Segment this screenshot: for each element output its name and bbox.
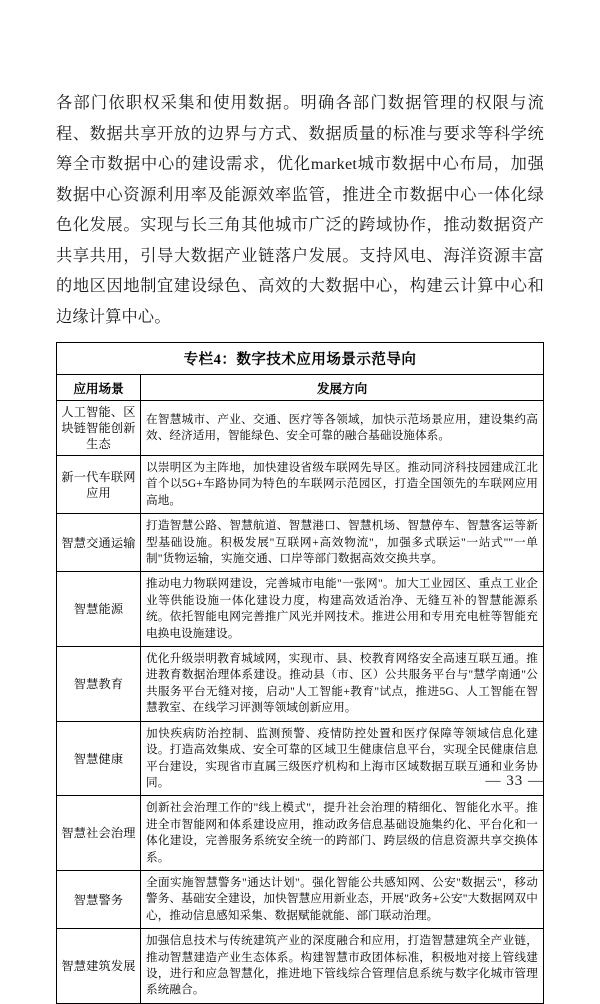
- direction-text: 在智慧城市、产业、交通、医疗等各领域，加快示范场景应用，建设集约高效、经济适用，智能绿色、安全可靠的融合基础设施体系。: [141, 401, 544, 456]
- table-row: [57, 514, 544, 572]
- body-paragraph: 各部门依职权采集和使用数据。明确各部门数据管理的权限与流程、数据共享开放的边界与方式、数据质量的标准与要求等科学统筹全市数据中心的建设需求，优化market城市数据中心布局，加强数据中心资源利用率及能源效率监管，推进全市数据中心一体化绿色化发展。实现与长三角其他城市广泛的跨域协作，推动数据资产共享共用，引导大数据产业链落户发展。支持风电、海洋资源丰富的地区因地制宜建设绿色、高效的大数据中心，构建云计算中心和边缘计算中心。: [56, 94, 544, 326]
- scene-label: 智慧交通运输: [57, 514, 141, 572]
- page-number: — 33 —: [485, 773, 544, 789]
- direction-text: 加快疾病防治控制、监测预警、疫情防控处置和医疗保障等领域信息化建设。打造高效集成、安全可靠的区域卫生健康信息平台，实现全民健康信息平台建设，实现省市直属三级医疗机构和上海市区域数据互联互通和业务协同。: [141, 721, 544, 796]
- direction-text: 加强信息技术与传统建筑产业的深度融合和应用，打造智慧建筑全产业链，推动智慧建造产业生态体系。构建智慧市政团体标准，积极地对接上管线建设，进行和应急智慧化，推进地下管线综合管理信息系统与数字化城市管理系统融合。: [141, 929, 544, 1004]
- column-header-scene: 应用场景: [57, 375, 141, 401]
- table-row: [57, 401, 544, 456]
- feature-box-table: [56, 342, 544, 1004]
- scene-label: 智慧社会治理: [57, 796, 141, 871]
- scene-label: 智慧能源: [57, 572, 141, 647]
- scene-label: 新一代车联网应用: [57, 456, 141, 514]
- scene-label: 智慧警务: [57, 870, 141, 928]
- table-row: [57, 870, 544, 928]
- scene-label: 智慧建筑发展: [57, 929, 141, 1004]
- scene-label: 智慧健康: [57, 721, 141, 796]
- direction-text: 全面实施智慧警务"通达计划"。强化智能公共感知网、公安"数据云"，移动警务、基础安全建设，加快智慧应用新业态，开展"政务+公安"大数据网双中心，推动信息感知采集、数据赋能就能、部门联动治理。: [141, 870, 544, 928]
- table-row: [57, 721, 544, 796]
- table-row: [57, 929, 544, 1004]
- scene-label: 人工智能、区块链智能创新生态: [57, 401, 141, 456]
- box-title-row: [57, 343, 544, 375]
- column-header-direction: 发展方向: [141, 375, 544, 401]
- direction-text: 以崇明区为主阵地，加快建设省级车联网先导区。推动同济科技园建成江北首个以5G+车路协同为特色的车联网示范园区，打造全国领先的车联网应用高地。: [141, 456, 544, 514]
- table-row: [57, 796, 544, 871]
- table-row: [57, 456, 544, 514]
- scene-label: 智慧教育: [57, 647, 141, 722]
- table-header-row: [57, 375, 544, 401]
- feature-box: [56, 342, 544, 1004]
- box-title: 专栏4：数字技术应用场景示范导向: [57, 343, 544, 375]
- direction-text: 优化升级崇明教育城域网，实现市、县、校教育网络安全高速互联互通。推进教育数据治理体系建设。推动县（市、区）公共服务平台与"慧学南通"公共服务平台无缝对接，启动"人工智能+教育"试点，推进5G、人工智能在智慧教室、在线学习评测等领域创新应用。: [141, 647, 544, 722]
- table-row: [57, 647, 544, 722]
- direction-text: 推动电力物联网建设，完善城市电能"一张网"。加大工业园区、重点工业企业等供能设施一体化建设力度，构建高效适治净、无缝互补的智慧能源系统。依托智能电网完善推广风光并网技术。推进公用和专用充电桩等智能充电换电设施建设。: [141, 572, 544, 647]
- direction-text: 打造智慧公路、智慧航道、智慧港口、智慧机场、智慧停车、智慧客运等新型基础设施。积极发展"互联网+高效物流"，加强多式联运"一站式""一单制"货物运输，实施交通、口岸等部门数据高效交换共享。: [141, 514, 544, 572]
- table-body: [57, 343, 544, 1004]
- direction-text: 创新社会治理工作的"线上模式"，提升社会治理的精细化、智能化水平。推进全市智能网和体系建设应用，推动政务信息基础设施集约化、平台化和一体化建设，完善服务系统安全统一的跨部门、跨层级的信息资源共享交换体系。: [141, 796, 544, 871]
- table-row: [57, 572, 544, 647]
